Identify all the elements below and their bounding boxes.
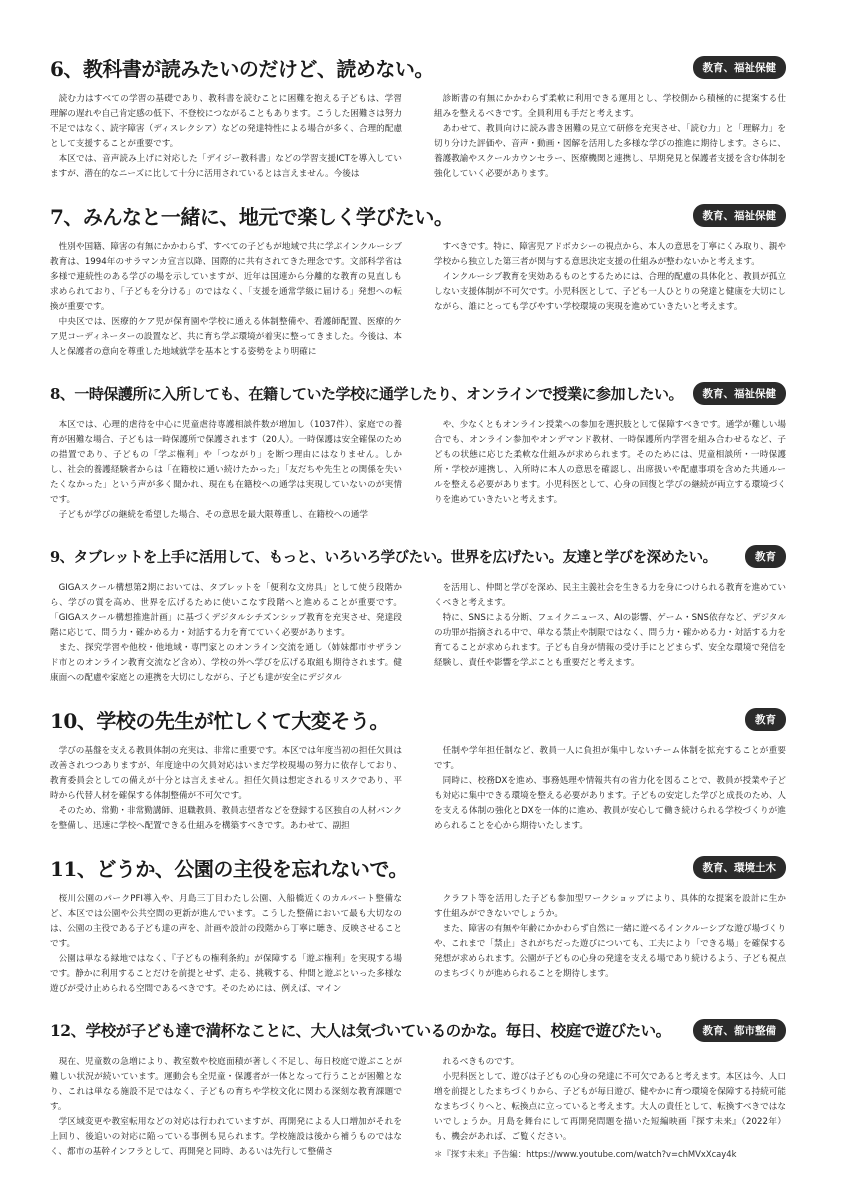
paragraph: また、障害の有無や年齢にかかわらず自然に一緒に遊べるインクルーシブな遊び場づくりや、これまで「禁止」されがちだった遊びについても、工夫により「できる場」を確保する発想が求められます。公園が子どもの心身の発達を支える場であり続けるよう、子ども視点のまちづくりが進められることを期待します。 — [434, 924, 787, 979]
paragraph: 現在、児童数の急増により、教室数や校庭面積が著しく不足し、毎日校庭で遊ぶことが難しい状況が続いています。運動会も全児童・保護者が一体となって行うことが困難となり、これは単なる施設不足ではなく、子どもの育ちや学校文化に関わる深刻な教育課題です。 — [50, 1057, 402, 1112]
paragraph: を活用し、仲間と学びを深め、民主主義社会を生きる力を身につけられる教育を進めていくべきと考えます。 — [434, 583, 786, 608]
column-right — [434, 581, 786, 686]
paragraph: すべきです。特に、障害児アドボカシーの視点から、本人の意思を丁寧にくみ取り、親や学校から独立した第三者が関与する意思決定支援の仕組みが整わないかと考えます。 — [434, 242, 786, 267]
section-body — [50, 892, 786, 997]
paragraph: 子どもが学びの継続を希望した場合、その意思を最大限尊重し、在籍校への通学 — [58, 510, 368, 520]
paragraph: 本区では、音声読み上げに対応した「デイジー教科書」などの学習支援ICTを導入していますが、潜在的なニーズに比して十分に活用されているとは言えません。今後は — [50, 154, 402, 179]
category-badge: 教育、都市整備 — [693, 1019, 787, 1042]
category-badge: 教育、福祉保健 — [693, 382, 787, 405]
column-left — [50, 744, 402, 834]
paragraph: 公園は単なる緑地ではなく、『子どもの権利条約』が保障する「遊ぶ権利」を実現する場です。静かに利用することだけを前提とせず、走る、挑戦する、仲間と遊ぶといった多様な遊びが受け止められる空間であるべきです。そのためには、例えば、マイン — [50, 954, 402, 994]
paragraph: 性別や国籍、障害の有無にかかわらず、すべての子どもが地域で共に学ぶインクルーシブ教育は、1994年のサラマンカ宣言以降、国際的に共有されてきた理念です。文部科学省は多様で連続性のある学びの場を示していますが、近年は国連から分離的な教育の見直しも求められており、「子どもを分ける」のではなく、「支援を通常学級に届ける」発想への転換が重要です。 — [50, 242, 402, 312]
section-title: 12、学校が子ども達で満杯なことに、大人は気づいているのかな。毎日、校庭で遊びたい。 — [50, 1021, 671, 1040]
column-left — [50, 240, 402, 360]
paragraph: 本区では、心理的虐待を中心に児童虐待専護相談件数が増加し（1037件）、家庭での養育が困難な場合、子どもは一時保護所で保護されます（20人）。一時保護は安全確保のための措置であり、子どもの「学ぶ権利」や「つながり」を断つ理由にはなりません。しかし、社会的養護経験者からは「在籍校に通い続けたかった」「友だちや先生との関係を失いたくなかった」という声が多く聞かれ、現在も在籍校への通学は実現していないのが実情です。 — [50, 420, 402, 505]
section-title: 7、みんなと一緒に、地元で楽しく学びたい。 — [50, 204, 454, 229]
column-left — [50, 892, 402, 997]
section-header — [50, 704, 786, 734]
column-right — [434, 1055, 786, 1161]
section-body — [50, 581, 786, 686]
column-right — [434, 744, 786, 834]
column-left — [50, 581, 402, 686]
paragraph: インクルーシブ教育を実効あるものとするためには、合理的配慮の具体化と、教員が孤立しない支援体制が不可欠です。小児科医として、子ども一人ひとりの発達と健康を大切にしながら、誰にとっても学びやすい学校環境の実現を進めていきたいと考えます。 — [434, 272, 786, 312]
column-right — [434, 92, 786, 182]
footnote: ＊『探す未来』予告編：https://www.youtube.com/watch?v=chMVxXcay4k — [434, 1149, 737, 1159]
section-8 — [50, 378, 786, 523]
column-right — [434, 892, 786, 997]
paragraph: 桜川公園のパークPFI導入や、月島三丁目わたし公園、入船橋近くのカルバート整備など、本区では公園や公共空間の更新が進んでいます。こうした整備において最も大切なのは、公園の主役である子ども達の声を、計画や設計の段階から丁寧に聴き、反映させることです。 — [50, 894, 403, 949]
paragraph: や、少なくともオンライン授業への参加を選択肢として保障すべきです。通学が難しい場合でも、オンライン参加やオンデマンド教材、一時保護所内学習を組み合わせるなど、子どもの状態に応じた柔軟な仕組みが求められます。そのためには、児童相談所・一時保護所・学校が連携し、入所時に本人の意思を確認し、出席扱いや配慮事項を含めた共通ルールを整える必要があります。小児科医として、心身の回復と学びの継続が両立する環境づくりを進めていきたいと考えます。 — [434, 420, 786, 505]
section-header — [50, 378, 786, 408]
section-body — [50, 240, 786, 360]
section-body — [50, 1055, 786, 1161]
paragraph: 学区域変更や教室転用などの対応は行われていますが、再開発による人口増加がそれを上回り、後追いの対応に陥っている事例も見られます。学校施設は後から補うものではなく、都市の基幹インフラとして、再開発と同時、あるいは先行して整備さ — [50, 1117, 402, 1157]
section-title: 9、タブレットを上手に活用して、もっと、いろいろ学びたい。世界を広げたい。友達と学びを深めたい。 — [50, 548, 717, 566]
section-7 — [50, 200, 786, 360]
category-badge: 教育、福祉保健 — [693, 204, 787, 227]
category-badge: 教育 — [745, 708, 786, 731]
column-right — [434, 240, 786, 360]
section-body — [50, 744, 786, 834]
column-left — [50, 92, 402, 182]
category-badge: 教育、福祉保健 — [693, 56, 787, 79]
paragraph: れるべきものです。 — [442, 1057, 520, 1067]
paragraph: そのため、常勤・非常勤講師、退職教員、教員志望者などを登録する区独自の人材バンクを整備し、迅速に学校へ配置できる仕組みを構築すべきです。あわせて、副担 — [50, 806, 402, 831]
section-9 — [50, 541, 786, 686]
section-header — [50, 541, 786, 571]
paragraph: あわせて、教員向けに読み書き困難の見立て研修を充実させ、「読む力」と「理解力」を切り分けた評価や、音声・動画・図解を活用した多様な学びの推進に期待します。さらに、養護教諭やスクールカウンセラー、医療機関と連携し、早期発見と保護者支援を含む体制を強化していく必要があります。 — [434, 124, 786, 179]
paragraph: 任制や学年担任制など、教員一人に負担が集中しないチーム体制を拡充することが重要です。 — [434, 746, 786, 771]
section-header — [50, 852, 786, 882]
section-title: 6、教科書が読みたいのだけど、読めない。 — [50, 56, 434, 81]
column-left — [50, 1055, 402, 1161]
section-10 — [50, 704, 786, 834]
paragraph: クラフト等を活用した子ども参加型ワークショップにより、具体的な提案を設計に生かす仕組みができないでしょうか。 — [434, 894, 786, 919]
category-badge: 教育、環境土木 — [693, 856, 787, 879]
paragraph: 読む力はすべての学習の基礎であり、教科書を読むことに困難を抱える子どもは、学習理解の遅れや自己肯定感の低下、不登校につながることもあります。こうした困難さは努力不足ではなく、読字障害（ディスレクシア）などの発達特性による場合が多く、合理的配慮として支援することが重要です。 — [50, 94, 402, 149]
section-header — [50, 1015, 786, 1045]
section-title: 11、どうか、公園の主役を忘れないで。 — [50, 856, 408, 881]
section-header — [50, 52, 786, 82]
paragraph: また、探究学習や他校・他地域・専門家とのオンライン交流を通し（姉妹都市サザランド市とのオンライン教育交流など含め）、学校の外へ学びを広げる取組も期待されます。健康面への配慮や家庭との連携を大切にしながら、子ども達が安全にデジタル — [50, 643, 402, 683]
section-12 — [50, 1015, 786, 1161]
paragraph: 小児科医として、遊びは子どもの心身の発達に不可欠であると考えます。本区は今、人口増を前提としたまちづくりから、子どもが毎日遊び、健やかに育つ環境を保障する持続可能なまちづくりへと、転換点に立っていると考えます。大人の責任として、転換すべきではないでしょうか。月島を舞台にして再開発問題を描いた短編映画『探す未来』（2022年）も、機会があれば、ご覧ください。 — [434, 1072, 786, 1142]
column-right — [434, 418, 786, 523]
section-11 — [50, 852, 786, 997]
section-header — [50, 200, 786, 230]
section-body — [50, 92, 786, 182]
section-title: 10、学校の先生が忙しくて大変そう。 — [50, 708, 389, 733]
paragraph: 特に、SNSによる分断、フェイクニュース、AIの影響、ゲーム・SNS依存など、デジタルの功罪が指摘される中で、単なる禁止や制限ではなく、問う力・確かめる力・対話する力を育てることが求められます。子ども自身が情報の受け手にとどまらず、安全な環境で発信を経験し、責任や影響を学ぶことも重要だと考えます。 — [434, 613, 787, 668]
section-title: 8、一時保護所に入所しても、在籍していた学校に通学したり、オンラインで授業に参加したい。 — [50, 384, 683, 403]
paragraph: 学びの基盤を支える教員体制の充実は、非常に重要です。本区では年度当初の担任欠員は改善されつつありますが、年度途中の欠員対応はいまだ学校現場の努力に依存しており、教育委員会としての備えが十分とは言えません。担任欠員は想定されるリスクであり、平時から代替人材を確保する体制整備が不可欠です。 — [50, 746, 402, 801]
paragraph: 中央区では、医療的ケア児が保育園や学校に通える体制整備や、看護師配置、医療的ケア児コーディネーターの設置など、共に育ち学ぶ環境が着実に整ってきました。今後は、本人と保護者の意向を尊重した地域就学を基本とする姿勢をより明確に — [50, 317, 402, 357]
section-body — [50, 418, 786, 523]
category-badge: 教育 — [745, 545, 786, 568]
column-left — [50, 418, 402, 523]
section-6 — [50, 52, 786, 182]
paragraph: 同時に、校務DXを進め、事務処理や情報共有の省力化を図ることで、教員が授業や子ども対応に集中できる環境を整える必要があります。子どもの安定した学びと成長のため、人を支える体制の強化とDXを一体的に進め、教員が安心して働き続けられる学校づくりが進められることを心から期待いたします。 — [434, 776, 786, 831]
paragraph: 診断書の有無にかかわらず柔軟に利用できる運用とし、学校側から積極的に提案する仕組みを整えるべきです。全員利用も手だと考えます。 — [434, 94, 786, 119]
paragraph: GIGAスクール構想第2期においては、タブレットを「便利な文房具」として使う段階から、学びの質を高め、世界を広げるために使いこなす段階へと進めることが重要です。「GIGAスクール構想推進計画」に基づくデジタルシチズンシップ教育を充実させ、発達段階に応じて、問う力・確かめる力・対話する力を育てていく必要があります。 — [50, 583, 402, 638]
